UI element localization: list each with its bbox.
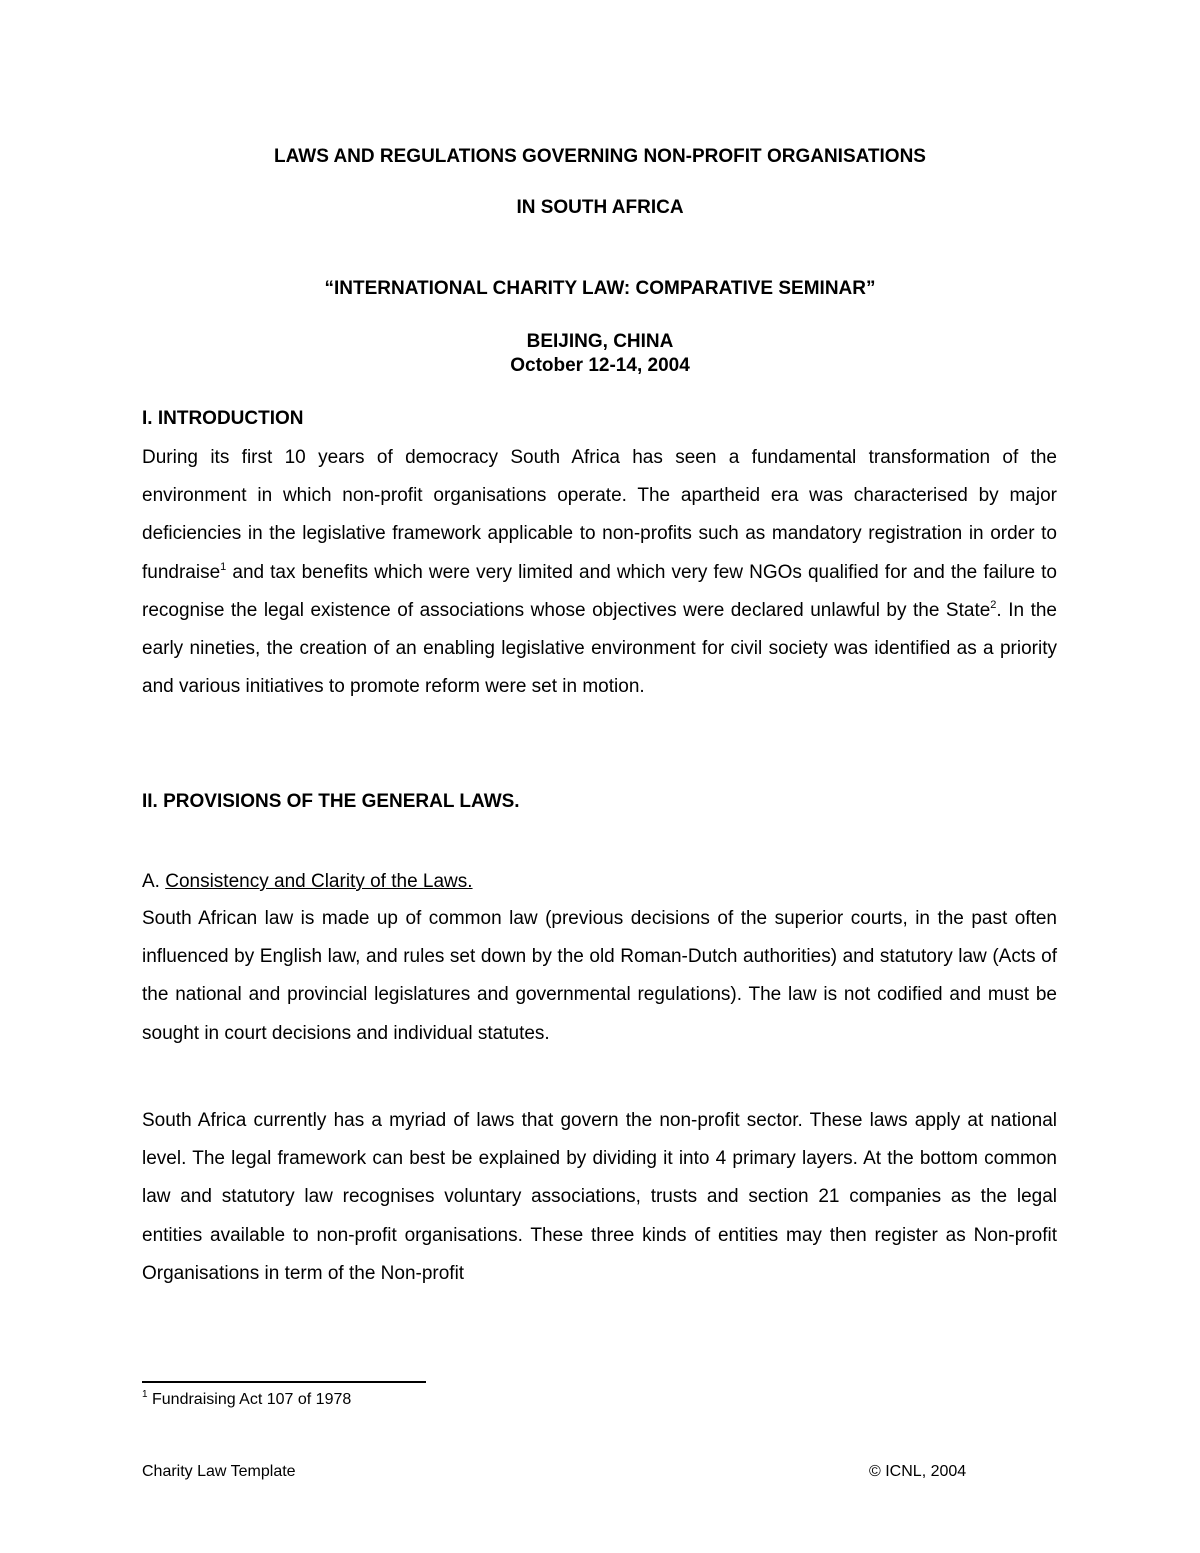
common-law-paragraph: South African law is made up of common law (previous decisions of the superior courts, in the past often influenced by English law, and rules set down by the old Roman-Dutch authorities) and statutory law (Acts of the national and provincial legislatures and governmental regulations). The law is not codified and must be sought in court decisions and individual statutes. xyxy=(142,908,1057,1044)
intro-text-part1: During its first 10 years of democracy South Africa has seen a fundamental transformation of the environment in which non-profit organisations operate. The apartheid era was characterised by major deficiencies in the legislative framework applicable to non-profits such as mandatory registration in order to fundraise xyxy=(142,447,1057,583)
subsection-heading-consistency xyxy=(142,870,473,894)
footnote-text: Fundraising Act 107 of 1978 xyxy=(147,1391,352,1408)
section-heading-introduction: I. INTRODUCTION xyxy=(142,408,304,429)
legal-framework-paragraph: South Africa currently has a myriad of laws that govern the non-profit sector. These laws apply at national level. The legal framework can best be explained by dividing it into 4 primary layers. At the bottom common law and statutory law recognises voluntary associations, trusts and section 21 companies as the legal entities available to non-profit organisations. These three kinds of entities may then register as Non-profit Organisations in term of the Non-profit xyxy=(142,1110,1057,1284)
footnote-separator xyxy=(142,1381,426,1383)
document-title-line2: IN SOUTH AFRICA xyxy=(516,197,684,218)
subsection-prefix: A. xyxy=(142,871,166,892)
section-heading-general-laws: II. PROVISIONS OF THE GENERAL LAWS. xyxy=(142,791,520,812)
footer-copyright: © ICNL, 2004 xyxy=(869,1463,967,1480)
introduction-paragraph xyxy=(142,439,1057,706)
footer-template-name: Charity Law Template xyxy=(142,1463,296,1480)
seminar-title: “INTERNATIONAL CHARITY LAW: COMPARATIVE SEMINAR” xyxy=(324,278,876,299)
seminar-date: October 12-14, 2004 xyxy=(510,355,690,376)
subsection-title: Consistency and Clarity of the Laws. xyxy=(165,871,473,892)
document-title-line1: LAWS AND REGULATIONS GOVERNING NON-PROFIT ORGANISATIONS xyxy=(274,146,926,167)
footnote-ref-2: 2 xyxy=(990,598,997,611)
intro-text-part2: and tax benefits which were very limited and which very few NGOs qualified for and the failure to recognise the legal existence of associations whose objectives were declared unlawful by the State xyxy=(142,561,1057,621)
seminar-location: BEIJING, CHINA xyxy=(526,331,674,352)
footnote-ref-1: 1 xyxy=(220,560,227,573)
footnote-mark: 1 xyxy=(142,1389,148,1400)
intro-text-part3: . In the early nineties, the creation of an enabling legislative environment for civil society was identified as a priority and various initiatives to promote reform were set in motion. xyxy=(142,599,1057,698)
footnote-1 xyxy=(142,1388,351,1412)
